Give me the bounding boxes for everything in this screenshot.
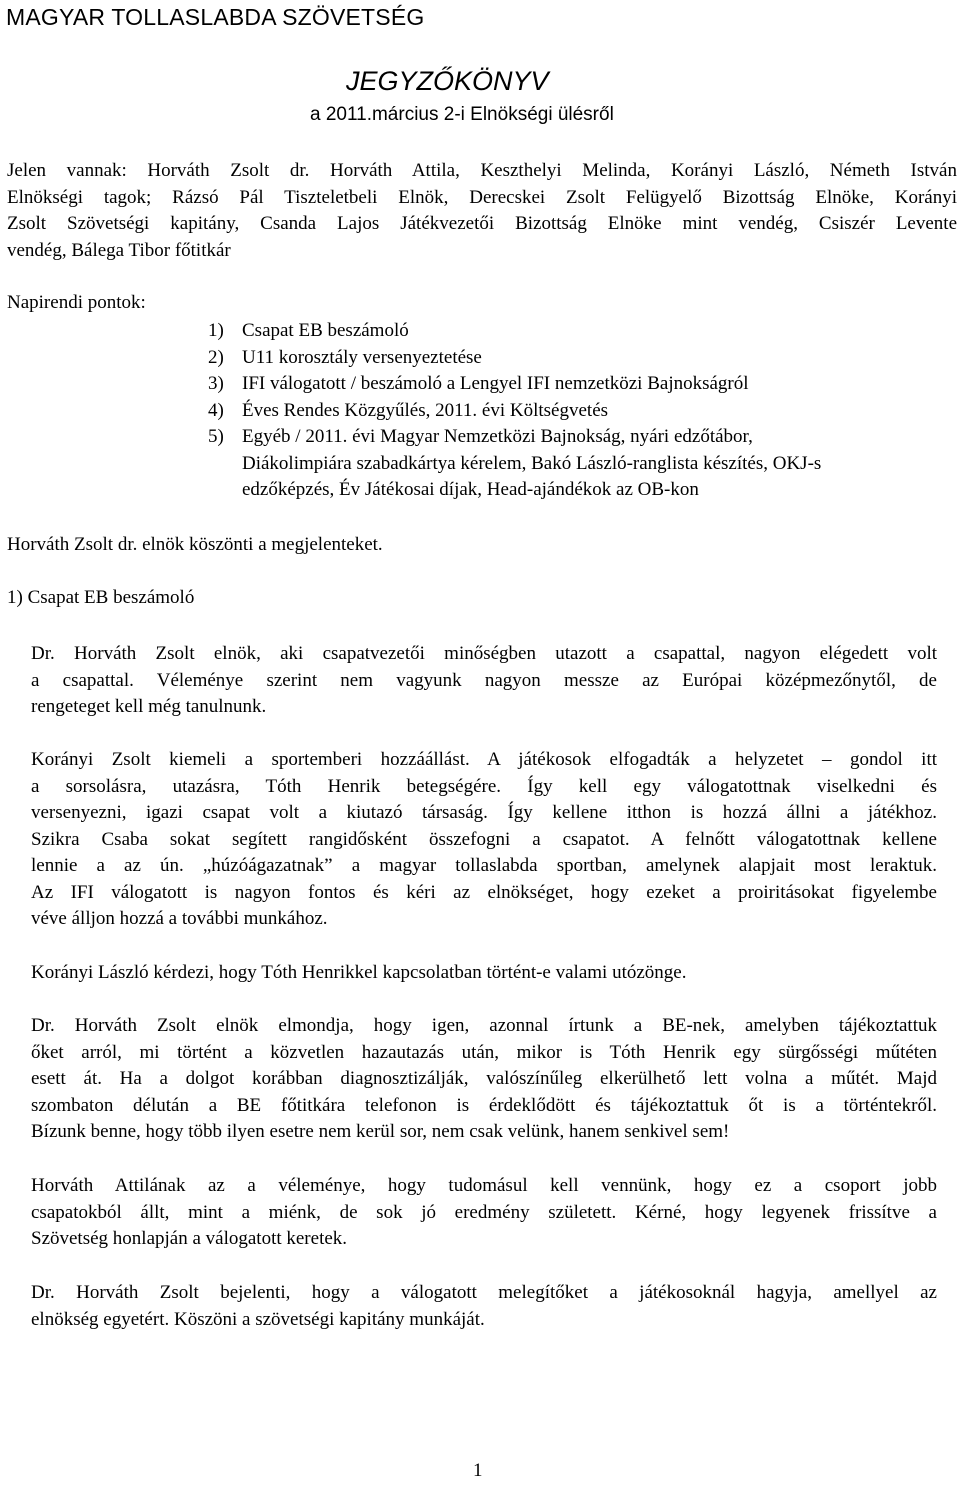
paragraph-line: rengeteget kell még tanulnunk. — [31, 696, 267, 717]
welcome-line: Horváth Zsolt dr. elnök köszönti a megjelenteket. — [7, 534, 383, 555]
attendance-line: Zsolt Szövetségi kapitány, Csanda Lajos Játékvezetői Bizottság Elnöke mint vendég, Csiszér Levente — [7, 213, 957, 234]
paragraph-line: Bízunk benne, hogy több ilyen esetre nem kerül sor, nem csak velünk, hanem senkivel sem! — [31, 1121, 730, 1142]
agenda-item — [208, 371, 928, 398]
paragraph-line: esett át. Ha a dolgot korábban diagnosztizálják, valószínűleg elkerülhető lett volna a műtét. Majd — [31, 1068, 937, 1089]
agenda-item-text: edzőképzés, Év Játékosai díjak, Head-ajándékok az OB-kon — [242, 479, 699, 500]
agenda-item-text: U11 korosztály versenyeztetése — [242, 346, 482, 368]
agenda-item — [208, 424, 928, 504]
paragraph — [31, 1013, 937, 1146]
attendance-paragraph — [7, 158, 957, 264]
paragraph — [31, 1173, 937, 1253]
agenda-item-number: 1) — [208, 320, 224, 341]
paragraph-line: véve álljon hozzá a további munkához. — [31, 908, 328, 929]
agenda-item-text: IFI válogatott / beszámoló a Lengyel IFI nemzetközi Bajnokságról — [242, 373, 749, 394]
paragraph — [31, 1280, 937, 1333]
paragraph-line: a csapattal. Véleménye szerint nem vagyunk nagyon messze az Európai középmezőnytől, de — [31, 669, 937, 691]
agenda-list — [208, 318, 928, 504]
agenda-item-number: 2) — [208, 346, 224, 368]
paragraph-line: Az IFI válogatott is nagyon fontos és kéri az elnökséget, hogy ezeket a proiritásokat figyelembe — [31, 881, 937, 903]
agenda-label: Napirendi pontok: — [7, 292, 146, 313]
paragraph-line: Szikra Csaba sokat segített rangidősként összefogni a csapatot. A felnőtt válogatottnak kellene — [31, 828, 937, 850]
attendance-line: vendég, Bálega Tibor főtitkár — [7, 239, 231, 261]
agenda-item-text: Egyéb / 2011. évi Magyar Nemzetközi Bajnokság, nyári edzőtábor, — [242, 426, 753, 447]
agenda-item-text: Diákolimpiára szabadkártya kérelem, Bakó László-ranglista készítés, OKJ-s — [242, 452, 822, 474]
paragraph-line: őket arról, mi történt a közvetlen hazautazás után, mikor is Tóth Henrik egy sürgősségi műtéten — [31, 1041, 937, 1063]
organization-name: MAGYAR TOLLASLABDA SZÖVETSÉG — [6, 4, 425, 30]
paragraph-line: szombaton délután a BE főtitkára telefonon is érdeklődött és tájékoztattuk őt is a történtekről. — [31, 1094, 937, 1116]
section-heading: 1) Csapat EB beszámoló — [7, 587, 195, 608]
agenda-item-text: Éves Rendes Közgyűlés, 2011. évi Költségvetés — [242, 399, 609, 421]
paragraph-line: elnökség egyetért. Köszöni a szövetségi kapitány munkáját. — [31, 1308, 485, 1330]
agenda-item — [208, 398, 928, 425]
attendance-line: Elnökségi tagok; Rázsó Pál Tiszteletbeli Elnök, Derecskei Zsolt Felügyelő Bizottság Elnöke, Korányi — [7, 186, 957, 208]
document-title: JEGYZŐKÖNYV — [346, 66, 549, 96]
paragraph-line: Szövetség honlapján a válogatott keretek. — [31, 1228, 348, 1249]
paragraph-line: Dr. Horváth Zsolt bejelenti, hogy a válogatott melegítőket a játékosoknál hagyja, amellyel az — [31, 1282, 937, 1303]
agenda-item — [208, 345, 928, 372]
agenda-item-number: 5) — [208, 426, 224, 447]
attendance-line: Jelen vannak: Horváth Zsolt dr. Horváth Attila, Keszthelyi Melinda, Korányi László, Németh István — [7, 160, 957, 181]
agenda-item — [208, 318, 928, 345]
paragraph-line: Korányi László kérdezi, hogy Tóth Henrikkel kapcsolatban történt-e valami utózönge. — [31, 962, 687, 983]
paragraph-line: versenyezni, igazi csapat volt a kiutazó társaság. Így kellene itthon is hozzá állni a játékhoz. — [31, 802, 937, 823]
agenda-item-text: Csapat EB beszámoló — [242, 320, 409, 341]
paragraph — [31, 641, 937, 721]
agenda-item-number: 3) — [208, 373, 224, 394]
paragraph-line: a sorsolásra, utazásra, Tóth Henrik betegségére. Így kell egy válogatottnak viselkedni és — [31, 775, 937, 797]
agenda-item-number: 4) — [208, 399, 224, 421]
paragraph — [31, 960, 937, 987]
paragraph — [31, 747, 937, 933]
paragraph-line: csapatokból állt, mint a miénk, de sok jó eredmény született. Kérné, hogy legyenek frissítve a — [31, 1201, 937, 1223]
document-subtitle: a 2011.március 2-i Elnökségi ülésről — [310, 104, 614, 125]
paragraph-line: Horváth Attilának az a véleménye, hogy tudomásul kell vennünk, hogy ez a csoport jobb — [31, 1175, 937, 1196]
paragraph-line: Dr. Horváth Zsolt elnök, aki csapatvezetői minőségben utazott a csapattal, nagyon elégedett volt — [31, 643, 937, 664]
paragraph-line: lennie a az ún. „húzóágazatnak” a magyar tollaslabda sportban, amelynek alapjait most leraktuk. — [31, 855, 937, 876]
page-number: 1 — [473, 1460, 483, 1481]
paragraph-line: Dr. Horváth Zsolt elnök elmondja, hogy igen, azonnal írtunk a BE-nek, amelyben tájékoztattuk — [31, 1015, 937, 1036]
paragraph-line: Korányi Zsolt kiemeli a sportemberi hozzáállást. A játékosok elfogadták a helyzetet – gondol itt — [31, 749, 937, 770]
